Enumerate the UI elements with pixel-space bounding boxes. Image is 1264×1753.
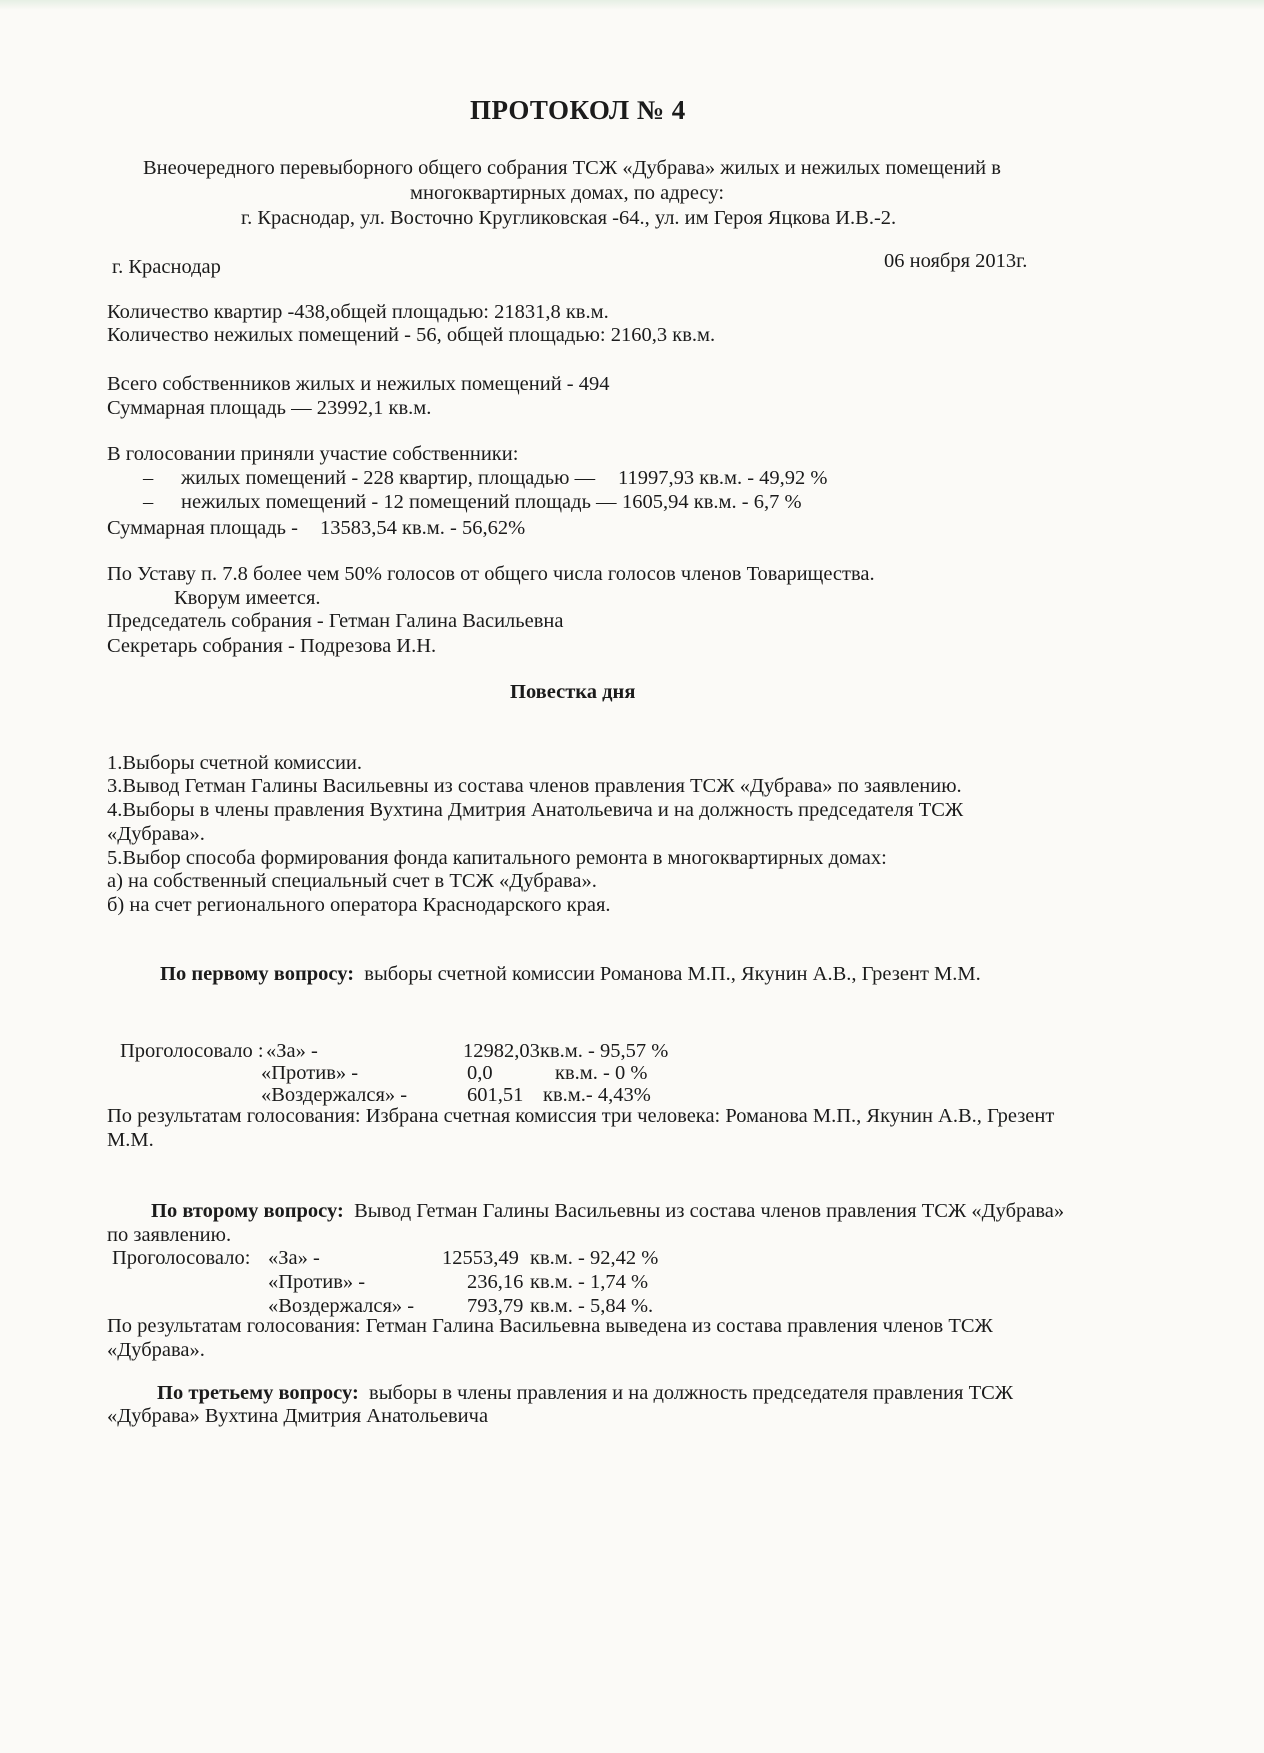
sum-label: Суммарная площадь -	[107, 517, 298, 539]
agenda-item: 3.Вывод Гетман Галины Васильевны из состава членов правления ТСЖ «Дубрава» по заявлению.	[107, 775, 962, 797]
q2-vote-unit: кв.м. - 5,84 %.	[530, 1295, 654, 1317]
q1-vote-unit: кв.м.- 4,43%	[543, 1084, 651, 1106]
agenda-item: «Дубрава».	[107, 823, 205, 845]
q2-vote-unit: кв.м. - 92,42 %	[530, 1247, 659, 1269]
q2-text-cont: по заявлению.	[107, 1224, 232, 1246]
subtitle-line-1: Внеочередного перевыборного общего собрания ТСЖ «Дубрава» жилых и нежилых помещений в	[143, 157, 1001, 179]
residential-label: жилых помещений - 228 квартир, площадью —	[181, 467, 596, 489]
list-dash: –	[143, 467, 154, 489]
nonresidential-value: 1605,94 кв.м. - 6,7 %	[622, 491, 802, 513]
agenda-item: 1.Выборы счетной комиссии.	[107, 752, 363, 774]
q2-vote-unit: кв.м. - 1,74 %	[530, 1271, 649, 1293]
area-total: Суммарная площадь — 23992,1 кв.м.	[107, 397, 432, 419]
q1-vote-option: «Воздержался» -	[261, 1084, 408, 1106]
q2-vote-value: 12553,49	[442, 1247, 519, 1269]
q1-label: По первому вопросу:	[160, 963, 355, 985]
q2-vote-value: 793,79	[467, 1295, 524, 1317]
q1-vote-value: 12982,03	[463, 1040, 540, 1062]
q1-vote-unit: кв.м. - 95,57 %	[540, 1040, 669, 1062]
q1-vote-option: «За» -	[266, 1040, 318, 1062]
q2-vote-option: «Против» -	[268, 1271, 366, 1293]
agenda-heading: Повестка дня	[510, 681, 636, 703]
agenda-item: 4.Выборы в члены правления Вухтина Дмитрия Анатольевича и на должность председателя ТСЖ	[107, 799, 964, 821]
q3-label: По третьему вопросу:	[157, 1382, 359, 1404]
q3-text-cont: «Дубрава» Вухтина Дмитрия Анатольевича	[107, 1405, 489, 1427]
place: г. Краснодар	[112, 256, 221, 278]
q1-vote-value: 601,51	[467, 1084, 524, 1106]
sum-value: 13583,54 кв.м. - 56,62%	[320, 517, 526, 539]
subtitle-line-2: многоквартирных домах, по адресу:	[410, 182, 725, 204]
nonresidential-label: нежилых помещений - 12 помещений площадь —	[181, 491, 617, 513]
q1-result-cont: М.М.	[107, 1129, 154, 1151]
chairman: Председатель собрания - Гетман Галина Васильевна	[107, 610, 564, 632]
q1-result: По результатам голосования: Избрана счетная комиссия три человека: Романова М.П., Якунин А.В., Грезент	[107, 1105, 1055, 1127]
q2-result-cont: «Дубрава».	[107, 1339, 205, 1361]
q2-result: По результатам голосования: Гетман Галина Васильевна выведена из состава правления членов ТСЖ	[107, 1315, 993, 1337]
q1-line	[160, 962, 981, 986]
q2-vote-value: 236,16	[467, 1271, 524, 1293]
q1-vote-option: «Против» -	[261, 1062, 359, 1084]
q2-label: По второму вопросу:	[151, 1200, 344, 1222]
q2-vote-option: «Воздержался» -	[268, 1295, 415, 1317]
participation-residential	[143, 466, 595, 490]
quorum-charter: По Уставу п. 7.8 более чем 50% голосов от общего числа голосов членов Товарищества.	[107, 563, 875, 585]
q3-line	[157, 1381, 1013, 1405]
q2-line	[151, 1199, 1064, 1223]
q1-text: выборы счетной комиссии Романова М.П., Якунин А.В., Грезент М.М.	[364, 963, 981, 985]
q2-text: Вывод Гетман Галины Васильевны из состава членов правления ТСЖ «Дубрава»	[354, 1200, 1065, 1222]
scan-edge	[0, 0, 1264, 10]
quorum-present: Кворум имеется.	[174, 587, 321, 609]
q1-vote-value: 0,0	[467, 1062, 493, 1084]
agenda-item: б) на счет регионального оператора Краснодарского края.	[107, 894, 611, 916]
nonresidential-count: Количество нежилых помещений - 56, общей площадью: 2160,3 кв.м.	[107, 324, 716, 346]
date: 06 ноября 2013г.	[884, 250, 1028, 272]
subtitle-line-3: г. Краснодар, ул. Восточно Кругликовская -64., ул. им Героя Яцкова И.В.-2.	[241, 207, 897, 229]
participation-nonresidential	[143, 490, 617, 514]
agenda-item: а) на собственный специальный счет в ТСЖ «Дубрава».	[107, 870, 597, 892]
q2-voted-label: Проголосовало:	[112, 1247, 251, 1269]
agenda-item: 5.Выбор способа формирования фонда капитального ремонта в многоквартирных домах:	[107, 847, 887, 869]
apartments-count: Количество квартир -438,общей площадью: 21831,8 кв.м.	[107, 301, 609, 323]
q2-vote-option: «За» -	[268, 1247, 320, 1269]
secretary: Секретарь собрания - Подрезова И.Н.	[107, 635, 437, 657]
list-dash: –	[143, 491, 154, 513]
participation-intro: В голосовании приняли участие собственники:	[107, 443, 519, 465]
q3-text: выборы в члены правления и на должность председателя правления ТСЖ	[369, 1382, 1014, 1404]
q1-voted-label: Проголосовало :	[120, 1040, 264, 1062]
owners-total: Всего собственников жилых и нежилых помещений - 494	[107, 373, 610, 395]
document-title: ПРОТОКОЛ № 4	[470, 95, 686, 125]
residential-value: 11997,93 кв.м. - 49,92 %	[618, 467, 828, 489]
q1-vote-unit: кв.м. - 0 %	[555, 1062, 648, 1084]
